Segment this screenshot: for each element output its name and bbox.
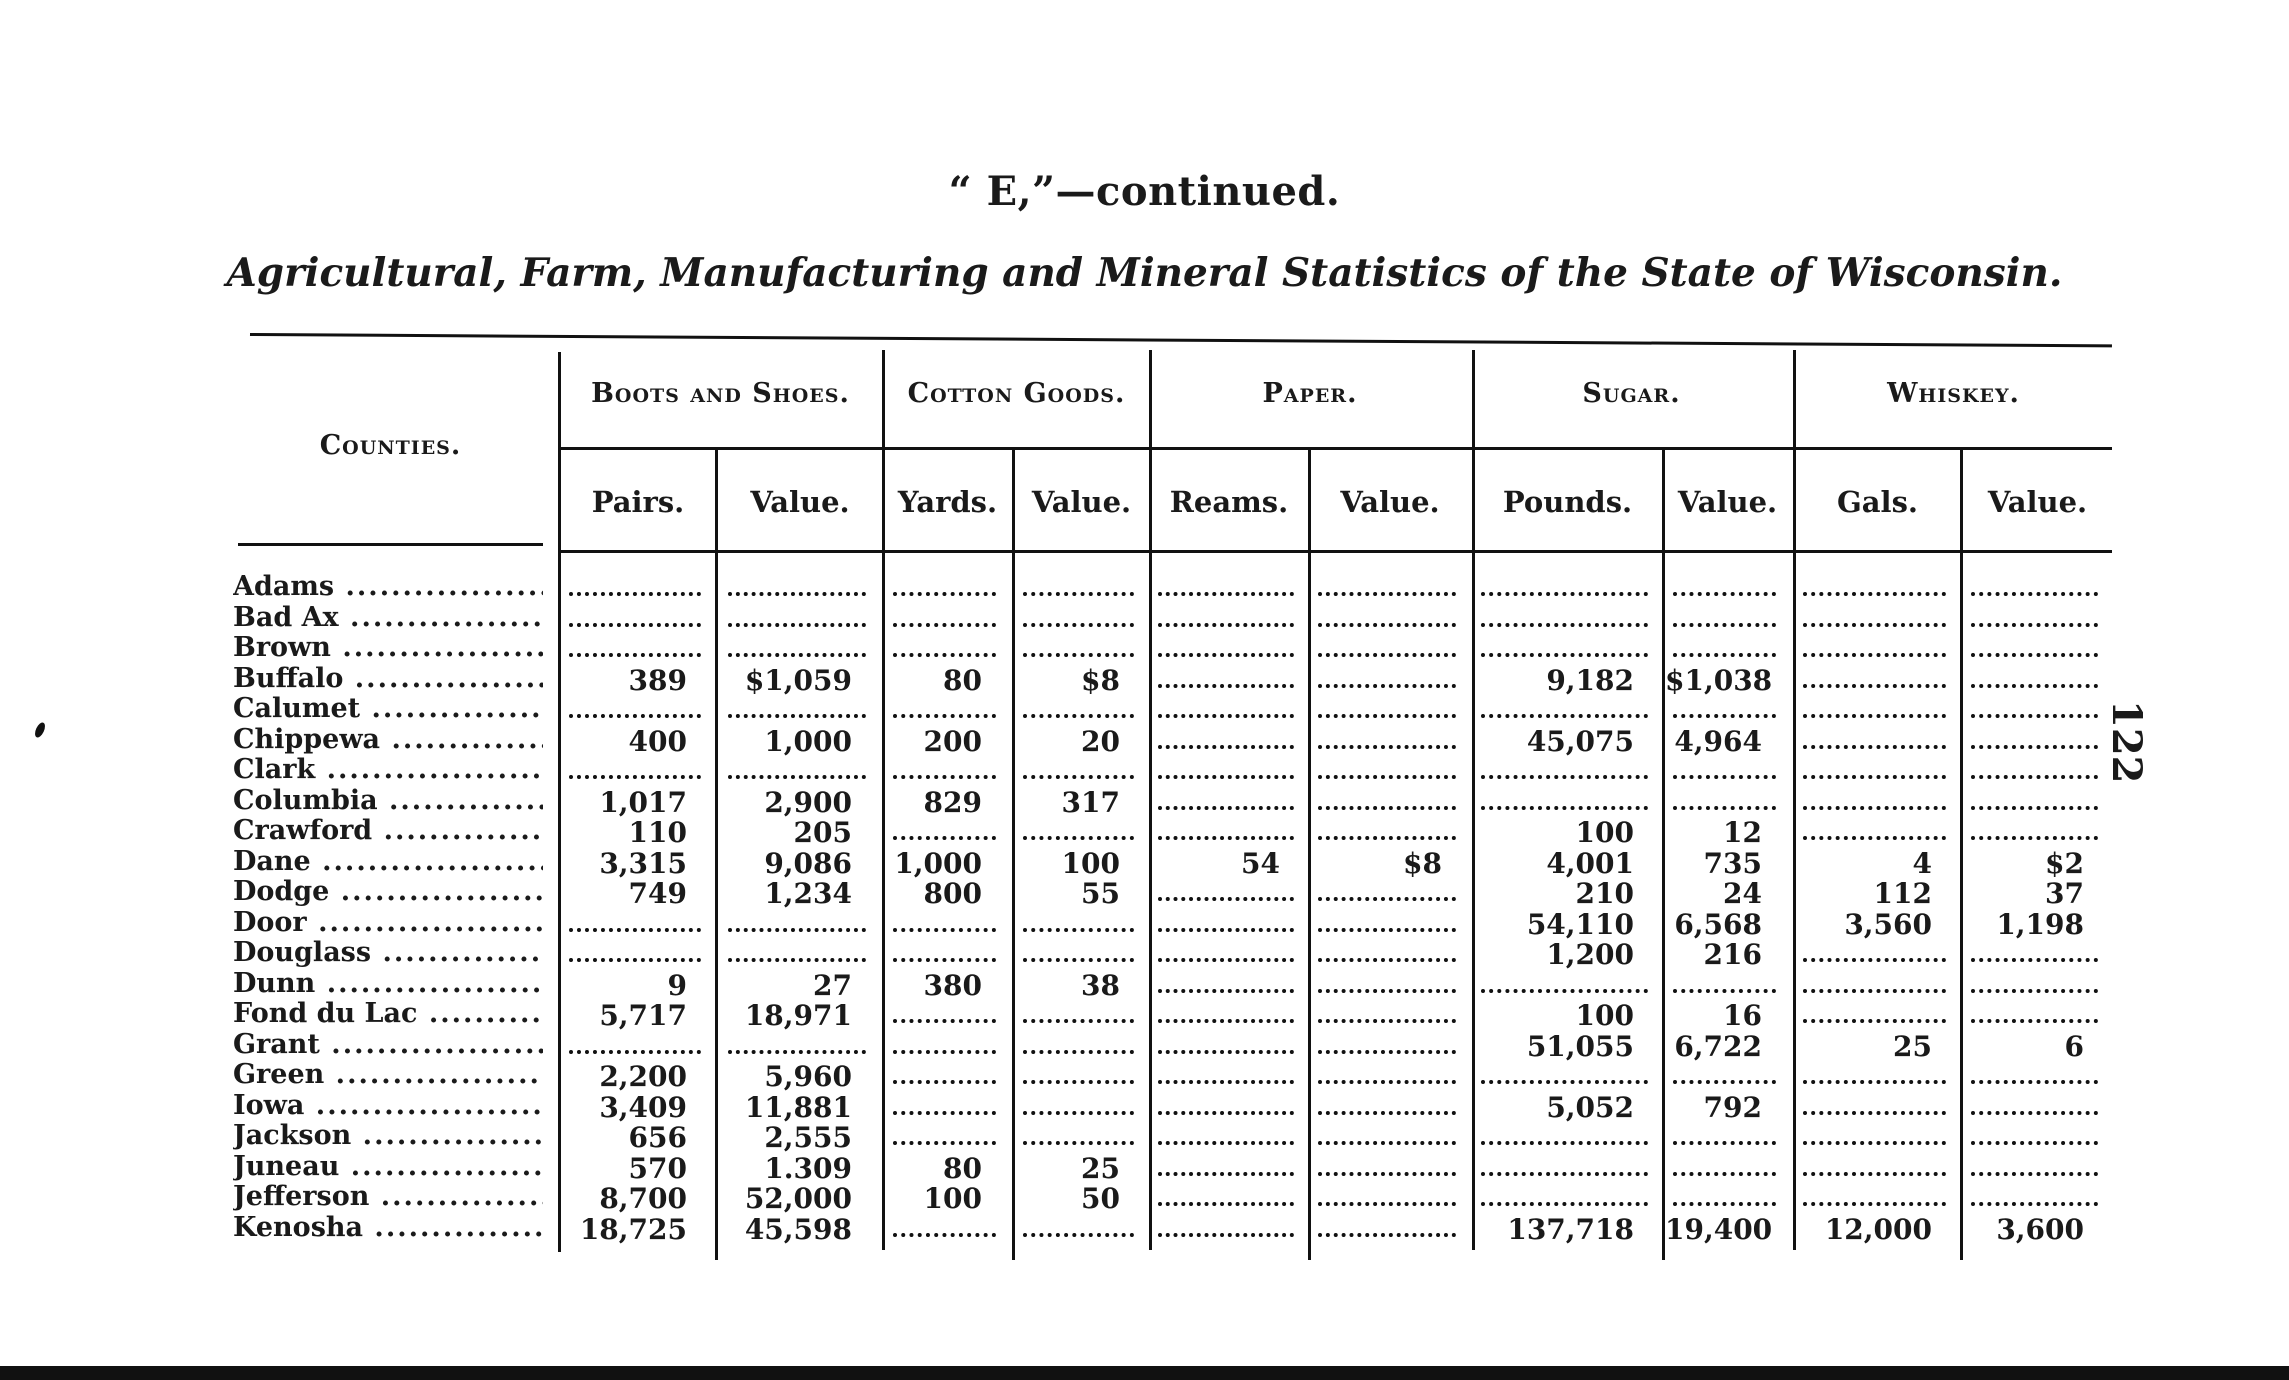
column-header: Pairs. bbox=[591, 485, 685, 519]
leader-dots bbox=[1023, 1111, 1134, 1115]
leader-dots bbox=[1023, 1080, 1134, 1084]
leader-dots bbox=[1673, 1202, 1776, 1206]
table-cell: 1,017 bbox=[599, 785, 687, 819]
table-cell: 735 bbox=[1703, 846, 1762, 880]
leader-dots bbox=[1318, 775, 1456, 779]
table-cell: 55 bbox=[1081, 877, 1120, 910]
leader-dots bbox=[1971, 806, 2098, 810]
leader-dots bbox=[1673, 1172, 1776, 1176]
leader-dots bbox=[1803, 1111, 1946, 1115]
leader-dots bbox=[893, 836, 996, 840]
leader-dots bbox=[1971, 592, 2098, 596]
table-cell: 1,200 bbox=[1546, 938, 1634, 971]
table-cell: 4,001 bbox=[1546, 846, 1634, 880]
leader-dots bbox=[1481, 775, 1648, 779]
table-cell: 9,086 bbox=[764, 846, 852, 880]
leader-dots bbox=[728, 623, 866, 627]
leader-dots bbox=[1803, 775, 1946, 779]
leader-dots bbox=[569, 928, 701, 932]
leader-dots bbox=[1673, 1141, 1776, 1145]
leader-dots bbox=[1158, 1080, 1294, 1084]
table-cell: 37 bbox=[2045, 877, 2084, 910]
leader-dots bbox=[1971, 989, 2098, 993]
leader-dots bbox=[893, 775, 996, 779]
table-cell: 27 bbox=[813, 968, 852, 1002]
leader-dots bbox=[1803, 958, 1946, 962]
leader-dots bbox=[893, 1111, 996, 1115]
table-cell: $8 bbox=[1403, 846, 1442, 880]
leader-dots bbox=[728, 714, 866, 718]
leader-dots bbox=[1673, 1080, 1776, 1084]
leader-dots bbox=[569, 775, 701, 779]
leader-dots bbox=[1318, 928, 1456, 932]
table-cell: 45,075 bbox=[1526, 724, 1634, 758]
leader-dots bbox=[1673, 806, 1776, 810]
leader-dots bbox=[1318, 592, 1456, 596]
table-cell: 12 bbox=[1723, 816, 1762, 849]
table-cell: 792 bbox=[1703, 1090, 1762, 1124]
leader-dots bbox=[1318, 1111, 1456, 1115]
leader-dots bbox=[1158, 1233, 1294, 1237]
leader-dots bbox=[1481, 653, 1648, 657]
table-cell: 54 bbox=[1241, 846, 1280, 880]
leader-dots bbox=[1158, 928, 1294, 932]
table-cell: 6 bbox=[2064, 1029, 2084, 1063]
column-header: Yards. bbox=[897, 485, 998, 519]
leader-dots bbox=[1158, 989, 1294, 993]
leader-dots bbox=[569, 653, 701, 657]
table-cell: 11,881 bbox=[744, 1090, 852, 1124]
leader-dots bbox=[1971, 623, 2098, 627]
leader-dots bbox=[1803, 684, 1946, 688]
table-cell: 1.309 bbox=[764, 1151, 852, 1185]
leader-dots bbox=[1318, 836, 1456, 840]
leader-dots bbox=[1803, 1141, 1946, 1145]
leader-dots bbox=[1158, 1172, 1294, 1176]
leader-dots bbox=[1318, 684, 1456, 688]
leader-dots bbox=[1158, 806, 1294, 810]
leader-dots bbox=[1023, 653, 1134, 657]
leader-dots bbox=[1158, 653, 1294, 657]
table-cell: 2,555 bbox=[764, 1121, 852, 1154]
column-header: Value. bbox=[750, 485, 850, 519]
leader-dots bbox=[893, 1080, 996, 1084]
leader-dots bbox=[893, 592, 996, 596]
table-cell: 5,717 bbox=[599, 999, 687, 1032]
leader-dots bbox=[1971, 1172, 2098, 1176]
leader-dots bbox=[1481, 714, 1648, 718]
leader-dots bbox=[1971, 1080, 2098, 1084]
table-cell: 317 bbox=[1061, 785, 1120, 819]
group-header: Whiskey. bbox=[1887, 378, 2020, 409]
leader-dots bbox=[1803, 623, 1946, 627]
table-cell: 80 bbox=[943, 663, 982, 697]
leader-dots bbox=[569, 714, 701, 718]
leader-dots bbox=[728, 958, 866, 962]
leader-dots bbox=[1318, 1141, 1456, 1145]
leader-dots bbox=[569, 592, 701, 596]
leader-dots bbox=[1673, 592, 1776, 596]
leader-dots bbox=[1803, 806, 1946, 810]
leader-dots bbox=[1971, 1202, 2098, 1206]
table-cell: 570 bbox=[628, 1151, 687, 1185]
leader-dots bbox=[1673, 775, 1776, 779]
leader-dots bbox=[1158, 1202, 1294, 1206]
leader-dots bbox=[1023, 775, 1134, 779]
table-cell: 54,110 bbox=[1526, 907, 1634, 941]
county-name: Iowa ..... bbox=[233, 1091, 543, 1121]
leader-dots bbox=[1673, 989, 1776, 993]
leader-dots bbox=[1158, 1019, 1294, 1023]
leader-dots bbox=[1318, 1172, 1456, 1176]
leader-dots bbox=[569, 1050, 701, 1054]
leader-dots bbox=[1158, 592, 1294, 596]
table-cell: 100 bbox=[923, 1182, 982, 1215]
table-cell: 380 bbox=[923, 968, 982, 1002]
leader-dots bbox=[1971, 1141, 2098, 1145]
leader-dots bbox=[728, 1050, 866, 1054]
leader-dots bbox=[1971, 1019, 2098, 1023]
leader-dots bbox=[1481, 1172, 1648, 1176]
table-cell: 1,000 bbox=[764, 724, 852, 758]
table-cell: 3,315 bbox=[599, 846, 687, 880]
table-cell: 110 bbox=[628, 816, 687, 849]
leader-dots bbox=[1803, 653, 1946, 657]
table-cell: 389 bbox=[628, 663, 687, 697]
page-subheading: Agricultural, Farm, Manufacturing and Mineral Statistics of the State of Wisconsin. bbox=[226, 250, 2063, 296]
table-cell: 1,000 bbox=[894, 846, 982, 880]
leader-dots bbox=[1158, 1050, 1294, 1054]
leader-dots bbox=[1023, 1233, 1134, 1237]
leader-dots bbox=[893, 928, 996, 932]
leader-dots bbox=[1023, 836, 1134, 840]
table-cell: 2,200 bbox=[599, 1060, 687, 1093]
table-cell: 80 bbox=[943, 1151, 982, 1185]
table-cell: 9 bbox=[667, 968, 687, 1002]
table-cell: $8 bbox=[1081, 663, 1120, 697]
leader-dots bbox=[1158, 958, 1294, 962]
county-name: Douglass ..... bbox=[233, 938, 543, 968]
leader-dots bbox=[1803, 1172, 1946, 1176]
leader-dots bbox=[569, 958, 701, 962]
leader-dots bbox=[1803, 1080, 1946, 1084]
leader-dots bbox=[1318, 1019, 1456, 1023]
county-name: Brown ..... bbox=[233, 633, 543, 663]
table-cell: 3,409 bbox=[599, 1090, 687, 1124]
leader-dots bbox=[893, 958, 996, 962]
leader-dots bbox=[893, 653, 996, 657]
leader-dots bbox=[1023, 928, 1134, 932]
leader-dots bbox=[1971, 775, 2098, 779]
leader-dots bbox=[1803, 989, 1946, 993]
leader-dots bbox=[1318, 1080, 1456, 1084]
leader-dots bbox=[1481, 623, 1648, 627]
table-cell: 216 bbox=[1703, 938, 1762, 971]
table-cell: 18,725 bbox=[579, 1212, 687, 1246]
table-cell: 20 bbox=[1081, 724, 1120, 758]
leader-dots bbox=[1158, 1111, 1294, 1115]
leader-dots bbox=[1318, 745, 1456, 749]
county-name: Kenosha ..... bbox=[233, 1213, 543, 1243]
leader-dots bbox=[1318, 714, 1456, 718]
table-cell: 829 bbox=[923, 785, 982, 819]
column-header: Gals. bbox=[1837, 485, 1918, 519]
leader-dots bbox=[1481, 1141, 1648, 1145]
leader-dots bbox=[1158, 714, 1294, 718]
table-cell: 210 bbox=[1575, 877, 1634, 910]
table-cell: 12,000 bbox=[1824, 1212, 1932, 1246]
leader-dots bbox=[1481, 806, 1648, 810]
leader-dots bbox=[1318, 653, 1456, 657]
leader-dots bbox=[1971, 1111, 2098, 1115]
table-cell: $1,059 bbox=[744, 663, 852, 697]
table-cell: 9,182 bbox=[1546, 663, 1634, 697]
leader-dots bbox=[1971, 684, 2098, 688]
leader-dots bbox=[1481, 989, 1648, 993]
leader-dots bbox=[1158, 836, 1294, 840]
leader-dots bbox=[728, 592, 866, 596]
county-name: Green ..... bbox=[233, 1060, 543, 1090]
leader-dots bbox=[1023, 958, 1134, 962]
county-name: Calumet ..... bbox=[233, 694, 543, 724]
leader-dots bbox=[1318, 1202, 1456, 1206]
table-cell: 1,198 bbox=[1996, 907, 2084, 941]
column-header: Pounds. bbox=[1502, 485, 1633, 519]
leader-dots bbox=[1023, 1141, 1134, 1145]
county-name: Dunn ..... bbox=[233, 969, 543, 999]
table-cell: 100 bbox=[1575, 999, 1634, 1032]
leader-dots bbox=[1023, 1050, 1134, 1054]
table-cell: 52,000 bbox=[744, 1182, 852, 1215]
county-name: Dane ..... bbox=[233, 847, 543, 877]
leader-dots bbox=[1971, 958, 2098, 962]
leader-dots bbox=[1318, 806, 1456, 810]
leader-dots bbox=[1318, 897, 1456, 901]
leader-dots bbox=[1673, 623, 1776, 627]
county-name: Jefferson ..... bbox=[233, 1182, 543, 1212]
table-cell: 400 bbox=[628, 724, 687, 758]
leader-dots bbox=[893, 623, 996, 627]
leader-dots bbox=[1803, 592, 1946, 596]
table-cell: 800 bbox=[923, 877, 982, 910]
county-name: Door ..... bbox=[233, 908, 543, 938]
table-cell: 3,560 bbox=[1844, 907, 1932, 941]
leader-dots bbox=[728, 653, 866, 657]
leader-dots bbox=[1158, 745, 1294, 749]
table-cell: 50 bbox=[1081, 1182, 1120, 1215]
county-name: Crawford ..... bbox=[233, 816, 543, 846]
table-cell: 5,052 bbox=[1546, 1090, 1634, 1124]
county-name: Clark ..... bbox=[233, 755, 543, 785]
county-name: Jackson ..... bbox=[233, 1121, 543, 1151]
leader-dots bbox=[1971, 745, 2098, 749]
table-cell: 24 bbox=[1723, 877, 1762, 910]
table-cell: 25 bbox=[1893, 1029, 1932, 1063]
table-cell: 5,960 bbox=[764, 1060, 852, 1093]
leader-dots bbox=[1481, 1080, 1648, 1084]
table-cell: 38 bbox=[1081, 968, 1120, 1002]
leader-dots bbox=[569, 623, 701, 627]
county-name: Columbia ..... bbox=[233, 786, 543, 816]
table-cell: 112 bbox=[1873, 877, 1932, 910]
table-cell: $1,038 bbox=[1665, 663, 1773, 697]
leader-dots bbox=[1158, 623, 1294, 627]
county-name: Dodge ..... bbox=[233, 877, 543, 907]
table-cell: 656 bbox=[628, 1121, 687, 1154]
page-number: 122 bbox=[2103, 700, 2150, 784]
leader-dots bbox=[1803, 1202, 1946, 1206]
leader-dots bbox=[1023, 592, 1134, 596]
table-cell: 45,598 bbox=[744, 1212, 852, 1246]
leader-dots bbox=[893, 1050, 996, 1054]
column-header: Value. bbox=[1340, 485, 1440, 519]
counties-header: Counties. bbox=[319, 430, 462, 461]
leader-dots bbox=[1023, 623, 1134, 627]
scan-bottom-edge bbox=[0, 1366, 2289, 1380]
leader-dots bbox=[1023, 714, 1134, 718]
table-cell: 2,900 bbox=[764, 785, 852, 819]
leader-dots bbox=[1803, 836, 1946, 840]
county-name: Adams ..... bbox=[233, 572, 543, 602]
group-header: Cotton Goods. bbox=[907, 378, 1126, 409]
group-header: Boots and Shoes. bbox=[591, 378, 850, 409]
county-name: Bad Ax ..... bbox=[233, 603, 543, 633]
leader-dots bbox=[728, 928, 866, 932]
leader-dots bbox=[893, 1233, 996, 1237]
leader-dots bbox=[1318, 1050, 1456, 1054]
table-cell: 200 bbox=[923, 724, 982, 758]
county-name: Fond du Lac ..... bbox=[233, 999, 543, 1029]
leader-dots bbox=[1158, 897, 1294, 901]
table-cell: 18,971 bbox=[744, 999, 852, 1032]
table-cell: 51,055 bbox=[1526, 1029, 1634, 1063]
leader-dots bbox=[1971, 653, 2098, 657]
leader-dots bbox=[1481, 1202, 1648, 1206]
table-cell: $2 bbox=[2045, 846, 2084, 880]
county-name: Chippewa ..... bbox=[233, 725, 543, 755]
table-cell: 6,568 bbox=[1674, 907, 1762, 941]
column-header: Value. bbox=[1031, 485, 1132, 519]
leader-dots bbox=[1673, 714, 1776, 718]
table-cell: 19,400 bbox=[1665, 1212, 1773, 1246]
column-header: Value. bbox=[1677, 485, 1778, 519]
leader-dots bbox=[1481, 592, 1648, 596]
page-heading: “ E,”—continued. bbox=[948, 168, 1341, 215]
column-header: Reams. bbox=[1169, 485, 1289, 519]
leader-dots bbox=[1971, 714, 2098, 718]
table-cell: 3,600 bbox=[1996, 1212, 2084, 1246]
group-header: Paper. bbox=[1262, 378, 1358, 409]
group-header: Sugar. bbox=[1582, 378, 1681, 409]
leader-dots bbox=[1971, 836, 2098, 840]
table-cell: 205 bbox=[793, 816, 852, 849]
table-cell: 4,964 bbox=[1674, 724, 1762, 758]
table-cell: 749 bbox=[628, 877, 687, 910]
leader-dots bbox=[1318, 623, 1456, 627]
leader-dots bbox=[1673, 653, 1776, 657]
county-name: Buffalo ..... bbox=[233, 664, 543, 694]
column-header: Value. bbox=[1987, 485, 2088, 519]
table-cell: 4 bbox=[1912, 846, 1932, 880]
leader-dots bbox=[1023, 1019, 1134, 1023]
leader-dots bbox=[1318, 989, 1456, 993]
leader-dots bbox=[1318, 958, 1456, 962]
county-name: Grant ..... bbox=[233, 1030, 543, 1060]
table-cell: 25 bbox=[1081, 1151, 1120, 1185]
leader-dots bbox=[893, 1141, 996, 1145]
table-cell: 6,722 bbox=[1674, 1029, 1762, 1063]
leader-dots bbox=[1158, 1141, 1294, 1145]
table-cell: 8,700 bbox=[599, 1182, 687, 1215]
leader-dots bbox=[1158, 684, 1294, 688]
leader-dots bbox=[893, 714, 996, 718]
leader-dots bbox=[893, 1019, 996, 1023]
leader-dots bbox=[1803, 1019, 1946, 1023]
leader-dots bbox=[1803, 714, 1946, 718]
table-cell: 16 bbox=[1723, 999, 1762, 1032]
county-name: Juneau ..... bbox=[233, 1152, 543, 1182]
leader-dots bbox=[1803, 745, 1946, 749]
table-cell: 137,718 bbox=[1507, 1212, 1634, 1246]
table-cell: 1,234 bbox=[764, 877, 852, 910]
leader-dots bbox=[728, 775, 866, 779]
leader-dots bbox=[1158, 775, 1294, 779]
table-cell: 100 bbox=[1575, 816, 1634, 849]
leader-dots bbox=[1318, 1233, 1456, 1237]
table-cell: 100 bbox=[1061, 846, 1120, 880]
